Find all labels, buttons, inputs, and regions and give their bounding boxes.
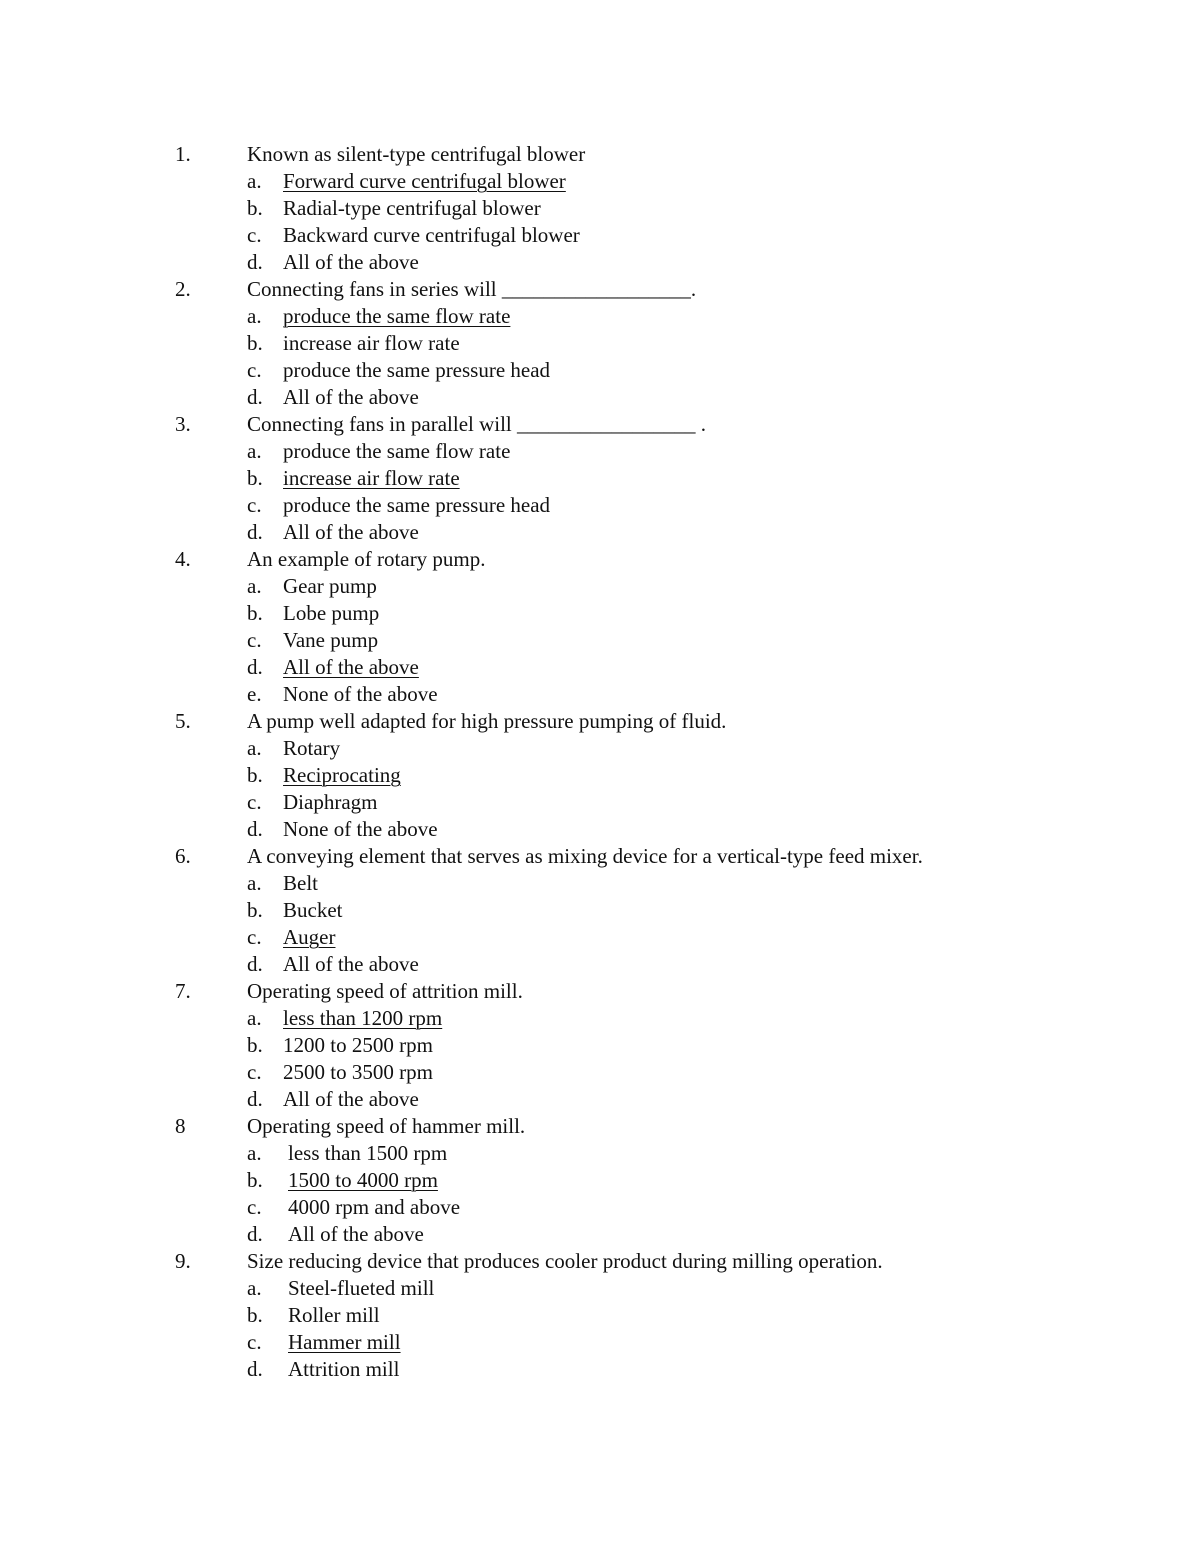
answer-option <box>0 627 1200 654</box>
option-letter: c. <box>247 223 262 247</box>
option-letter: d. <box>247 1357 263 1381</box>
option-text: All of the above <box>283 1087 419 1111</box>
question-7 <box>0 978 1200 1005</box>
question-number: 1. <box>175 142 191 166</box>
answer-option <box>0 519 1200 546</box>
question-text: A conveying element that serves as mixing device for a vertical-type feed mixer. <box>247 844 923 868</box>
answer-option <box>0 330 1200 357</box>
answer-option <box>0 1275 1200 1302</box>
option-text-underlined-answer: Auger <box>283 925 336 949</box>
option-text: All of the above <box>283 385 419 409</box>
option-text: All of the above <box>283 952 419 976</box>
option-letter: b. <box>247 466 263 490</box>
option-text: less than 1500 rpm <box>288 1141 448 1165</box>
option-letter: c. <box>247 628 262 652</box>
answer-option <box>0 1221 1200 1248</box>
option-text: 1200 to 2500 rpm <box>283 1033 433 1057</box>
option-text: increase air flow rate <box>283 331 460 355</box>
option-letter: c. <box>247 925 262 949</box>
option-text: Bucket <box>283 898 343 922</box>
option-letter: d. <box>247 520 263 544</box>
option-text-underlined-answer: increase air flow rate <box>283 466 460 490</box>
answer-option <box>0 762 1200 789</box>
option-text-underlined-answer: less than 1200 rpm <box>283 1006 443 1030</box>
option-letter: b. <box>247 601 263 625</box>
answer-option <box>0 222 1200 249</box>
option-letter: d. <box>247 1087 263 1111</box>
option-text: Lobe pump <box>283 601 380 625</box>
option-letter: d. <box>247 817 263 841</box>
answer-option <box>0 654 1200 681</box>
question-text: Operating speed of hammer mill. <box>247 1114 526 1138</box>
option-letter: a. <box>247 871 262 895</box>
answer-option <box>0 195 1200 222</box>
option-text: Attrition mill <box>288 1357 400 1381</box>
option-text: Vane pump <box>283 628 379 652</box>
option-text: 2500 to 3500 rpm <box>283 1060 433 1084</box>
option-letter: a. <box>247 1141 262 1165</box>
question-text: An example of rotary pump. <box>247 547 486 571</box>
question-number: 3. <box>175 412 191 436</box>
answer-option <box>0 492 1200 519</box>
option-letter: c. <box>247 358 262 382</box>
option-letter: d. <box>247 952 263 976</box>
option-letter: d. <box>247 655 263 679</box>
option-letter: b. <box>247 763 263 787</box>
option-letter: c. <box>247 1060 262 1084</box>
answer-option <box>0 357 1200 384</box>
answer-option <box>0 384 1200 411</box>
option-text: None of the above <box>283 817 438 841</box>
option-letter: a. <box>247 439 262 463</box>
answer-option <box>0 1167 1200 1194</box>
question-number: 6. <box>175 844 191 868</box>
option-letter: d. <box>247 1222 263 1246</box>
option-text: produce the same flow rate <box>283 439 511 463</box>
option-text: Gear pump <box>283 574 377 598</box>
question-number: 8 <box>175 1114 186 1138</box>
question-text: Connecting fans in series will __________________. <box>247 277 697 301</box>
answer-option <box>0 1059 1200 1086</box>
option-text-underlined-answer: 1500 to 4000 rpm <box>288 1168 438 1192</box>
option-letter: e. <box>247 682 262 706</box>
question-number: 9. <box>175 1249 191 1273</box>
option-letter: b. <box>247 1168 263 1192</box>
option-text: Backward curve centrifugal blower <box>283 223 580 247</box>
option-text: None of the above <box>283 682 438 706</box>
answer-option <box>0 1302 1200 1329</box>
question-6 <box>0 843 1200 870</box>
option-text-underlined-answer: produce the same flow rate <box>283 304 511 328</box>
option-text-underlined-answer: All of the above <box>283 655 419 679</box>
option-letter: d. <box>247 385 263 409</box>
option-text: produce the same pressure head <box>283 358 551 382</box>
option-letter: c. <box>247 493 262 517</box>
question-number: 2. <box>175 277 191 301</box>
option-letter: c. <box>247 1195 262 1219</box>
answer-option <box>0 924 1200 951</box>
option-text: Diaphragm <box>283 790 378 814</box>
option-text-underlined-answer: Forward curve centrifugal blower <box>283 169 566 193</box>
answer-option <box>0 951 1200 978</box>
answer-option <box>0 681 1200 708</box>
answer-option <box>0 1329 1200 1356</box>
question-text: Operating speed of attrition mill. <box>247 979 523 1003</box>
option-letter: a. <box>247 1276 262 1300</box>
answer-option <box>0 168 1200 195</box>
question-number: 5. <box>175 709 191 733</box>
answer-option <box>0 438 1200 465</box>
option-text: Roller mill <box>288 1303 380 1327</box>
option-text: 4000 rpm and above <box>288 1195 461 1219</box>
answer-option <box>0 870 1200 897</box>
question-1 <box>0 141 1200 168</box>
answer-option <box>0 600 1200 627</box>
option-text: Steel-flueted mill <box>288 1276 435 1300</box>
question-text: Known as silent-type centrifugal blower <box>247 142 586 166</box>
answer-option <box>0 1086 1200 1113</box>
option-letter: b. <box>247 1033 263 1057</box>
question-3 <box>0 411 1200 438</box>
question-8 <box>0 1113 1200 1140</box>
option-text: Radial-type centrifugal blower <box>283 196 541 220</box>
option-text: produce the same pressure head <box>283 493 551 517</box>
question-text: A pump well adapted for high pressure pumping of fluid. <box>247 709 727 733</box>
option-letter: c. <box>247 1330 262 1354</box>
answer-option <box>0 735 1200 762</box>
option-letter: a. <box>247 1006 262 1030</box>
option-letter: c. <box>247 790 262 814</box>
option-letter: a. <box>247 574 262 598</box>
answer-option <box>0 1140 1200 1167</box>
quiz-list <box>0 141 1200 1383</box>
answer-option <box>0 816 1200 843</box>
option-letter: b. <box>247 898 263 922</box>
answer-option <box>0 303 1200 330</box>
answer-option <box>0 249 1200 276</box>
question-text: Connecting fans in parallel will _________________ . <box>247 412 707 436</box>
answer-option <box>0 1032 1200 1059</box>
option-letter: a. <box>247 169 262 193</box>
question-2 <box>0 276 1200 303</box>
option-letter: a. <box>247 736 262 760</box>
option-letter: a. <box>247 304 262 328</box>
answer-option <box>0 897 1200 924</box>
question-4 <box>0 546 1200 573</box>
answer-option <box>0 465 1200 492</box>
option-text: All of the above <box>288 1222 424 1246</box>
question-5 <box>0 708 1200 735</box>
question-number: 4. <box>175 547 191 571</box>
answer-option <box>0 789 1200 816</box>
option-text: All of the above <box>283 250 419 274</box>
option-letter: b. <box>247 196 263 220</box>
option-text: Belt <box>283 871 318 895</box>
option-text: All of the above <box>283 520 419 544</box>
question-text: Size reducing device that produces cooler product during milling operation. <box>247 1249 883 1273</box>
answer-option <box>0 1005 1200 1032</box>
answer-option <box>0 573 1200 600</box>
option-text: Rotary <box>283 736 341 760</box>
option-letter: d. <box>247 250 263 274</box>
option-text-underlined-answer: Reciprocating <box>283 763 401 787</box>
question-9 <box>0 1248 1200 1275</box>
question-number: 7. <box>175 979 191 1003</box>
option-letter: b. <box>247 1303 263 1327</box>
answer-option <box>0 1356 1200 1383</box>
answer-option <box>0 1194 1200 1221</box>
option-text-underlined-answer: Hammer mill <box>288 1330 401 1354</box>
option-letter: b. <box>247 331 263 355</box>
